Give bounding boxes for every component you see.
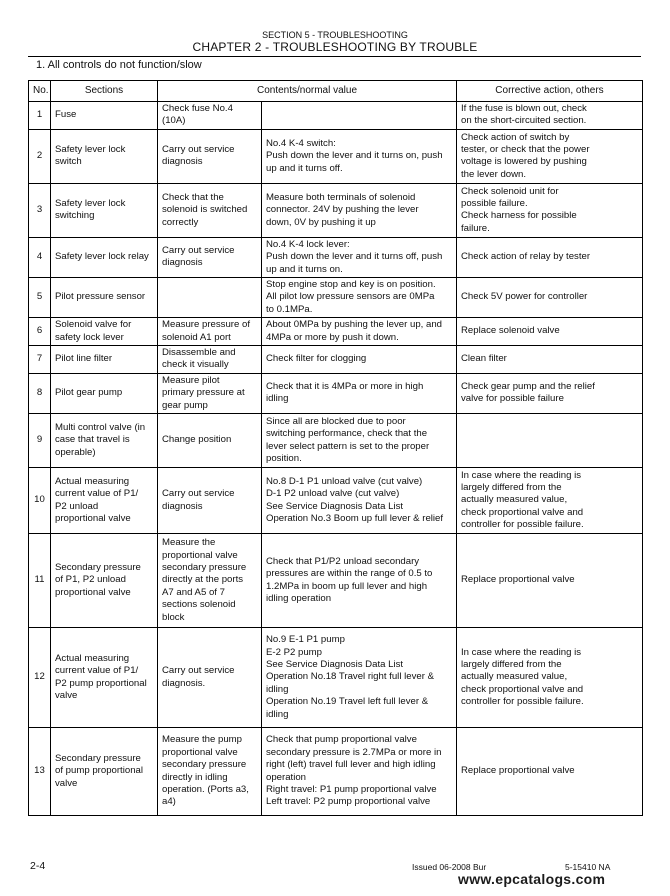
row-number: 13 xyxy=(29,728,51,816)
row-check-method: Change position xyxy=(158,414,262,468)
row-section: Pilot gear pump xyxy=(51,373,158,413)
col-header-no: No. xyxy=(29,81,51,102)
table-row xyxy=(29,728,643,816)
issue-date: Issued 06-2008 Bur xyxy=(412,862,487,872)
row-number: 8 xyxy=(29,373,51,413)
row-contents: Stop engine stop and key is on position. All pilot low pressure sensors are 0MPa to 0.1MPa. xyxy=(262,278,457,318)
table-row xyxy=(29,414,643,468)
table-row xyxy=(29,237,643,277)
row-check-method: Measure the proportional valve secondary pressure directly at the ports A7 and A5 of 7 sections solenoid block xyxy=(158,534,262,628)
troubleshooting-table xyxy=(28,80,643,816)
table-row xyxy=(29,628,643,728)
table-row xyxy=(29,346,643,374)
table-row xyxy=(29,534,643,628)
row-corrective-action: In case where the reading is largely differed from the actually measured value, check proportional valve and controller for possible failure. xyxy=(457,468,643,534)
row-number: 2 xyxy=(29,129,51,183)
row-contents: Check that it is 4MPa or more in high idling xyxy=(262,373,457,413)
row-check-method: Measure pressure of solenoid A1 port xyxy=(158,318,262,346)
row-section: Actual measuring current value of P1/ P2 unload proportional valve xyxy=(51,468,158,534)
section-heading: SECTION 5 - TROUBLESHOOTING xyxy=(262,30,408,40)
row-section: Secondary pressure of pump proportional valve xyxy=(51,728,158,816)
document-code: 5-15410 NA xyxy=(565,862,611,872)
row-check-method xyxy=(158,278,262,318)
row-check-method: Disassemble and check it visually xyxy=(158,346,262,374)
row-corrective-action: If the fuse is blown out, check on the short-circuited section. xyxy=(457,102,643,130)
row-check-method: Check fuse No.4 (10A) xyxy=(158,102,262,130)
row-contents xyxy=(262,102,457,130)
row-contents: About 0MPa by pushing the lever up, and 4MPa or more by push it down. xyxy=(262,318,457,346)
col-header-contents: Contents/normal value xyxy=(158,81,457,102)
row-corrective-action xyxy=(457,414,643,468)
row-corrective-action: Replace solenoid valve xyxy=(457,318,643,346)
row-section: Solenoid valve for safety lock lever xyxy=(51,318,158,346)
row-check-method: Carry out service diagnosis xyxy=(158,468,262,534)
row-check-method: Carry out service diagnosis. xyxy=(158,628,262,728)
row-section: Actual measuring current value of P1/ P2 pump proportional valve xyxy=(51,628,158,728)
col-header-sections: Sections xyxy=(51,81,158,102)
table-row xyxy=(29,373,643,413)
row-number: 12 xyxy=(29,628,51,728)
table-row xyxy=(29,129,643,183)
table-row xyxy=(29,318,643,346)
row-number: 3 xyxy=(29,183,51,237)
website-watermark: www.epcatalogs.com xyxy=(458,871,606,887)
row-contents: No.4 K-4 switch: Push down the lever and it turns on, push up and it turns off. xyxy=(262,129,457,183)
row-number: 9 xyxy=(29,414,51,468)
header-rule xyxy=(28,56,641,57)
row-contents: Measure both terminals of solenoid connector. 24V by pushing the lever down, 0V by pushing it up xyxy=(262,183,457,237)
row-number: 7 xyxy=(29,346,51,374)
row-corrective-action: Check solenoid unit for possible failure. Check harness for possible failure. xyxy=(457,183,643,237)
row-contents: Check filter for clogging xyxy=(262,346,457,374)
table-row xyxy=(29,102,643,130)
row-number: 5 xyxy=(29,278,51,318)
row-section: Safety lever lock switching xyxy=(51,183,158,237)
row-contents: No.9 E-1 P1 pump E-2 P2 pump See Service Diagnosis Data List Operation No.18 Travel right full lever & idling Operation No.19 Travel left full lever & idling xyxy=(262,628,457,728)
row-corrective-action: In case where the reading is largely differed from the actually measured value, check proportional valve and controller for possible failure. xyxy=(457,628,643,728)
row-contents: Check that pump proportional valve secondary pressure is 2.7MPa or more in right (left) travel full lever and high idling operation Right travel: P1 pump proportional valve Left travel: P2 pump proportional valve xyxy=(262,728,457,816)
row-number: 10 xyxy=(29,468,51,534)
row-corrective-action: Replace proportional valve xyxy=(457,728,643,816)
row-section: Safety lever lock switch xyxy=(51,129,158,183)
row-corrective-action: Check gear pump and the relief valve for possible failure xyxy=(457,373,643,413)
page-number: 2-4 xyxy=(30,860,46,872)
row-check-method: Measure pilot primary pressure at gear pump xyxy=(158,373,262,413)
row-section: Multi control valve (in case that travel is operable) xyxy=(51,414,158,468)
row-corrective-action: Check action of relay by tester xyxy=(457,237,643,277)
row-corrective-action: Check 5V power for controller xyxy=(457,278,643,318)
row-number: 11 xyxy=(29,534,51,628)
row-section: Secondary pressure of P1, P2 unload proportional valve xyxy=(51,534,158,628)
chapter-title: CHAPTER 2 - TROUBLESHOOTING BY TROUBLE xyxy=(192,40,478,54)
row-section: Pilot line filter xyxy=(51,346,158,374)
row-section: Safety lever lock relay xyxy=(51,237,158,277)
row-contents: Since all are blocked due to poor switching performance, check that the lever select pattern is set to the proper position. xyxy=(262,414,457,468)
row-corrective-action: Check action of switch by tester, or check that the power voltage is lowered by pushing the lever down. xyxy=(457,129,643,183)
row-corrective-action: Replace proportional valve xyxy=(457,534,643,628)
table-row xyxy=(29,183,643,237)
row-section: Pilot pressure sensor xyxy=(51,278,158,318)
row-corrective-action: Clean filter xyxy=(457,346,643,374)
row-number: 1 xyxy=(29,102,51,130)
col-header-action: Corrective action, others xyxy=(457,81,643,102)
row-check-method: Check that the solenoid is switched correctly xyxy=(158,183,262,237)
row-section: Fuse xyxy=(51,102,158,130)
row-check-method: Carry out service diagnosis xyxy=(158,237,262,277)
row-contents: Check that P1/P2 unload secondary pressures are within the range of 0.5 to 1.2MPa in boom up full lever and high idling operation xyxy=(262,534,457,628)
table-row xyxy=(29,468,643,534)
row-contents: No.4 K-4 lock lever: Push down the lever and it turns off, push up and it turns on. xyxy=(262,237,457,277)
row-number: 6 xyxy=(29,318,51,346)
trouble-title: 1. All controls do not function/slow xyxy=(36,59,202,71)
row-contents: No.8 D-1 P1 unload valve (cut valve) D-1 P2 unload valve (cut valve) See Service Diagnosis Data List Operation No.3 Boom up full lever & relief xyxy=(262,468,457,534)
row-number: 4 xyxy=(29,237,51,277)
table-row xyxy=(29,278,643,318)
table-header-row xyxy=(29,81,643,102)
row-check-method: Measure the pump proportional valve secondary pressure directly in idling operation. (Ports a3, a4) xyxy=(158,728,262,816)
row-check-method: Carry out service diagnosis xyxy=(158,129,262,183)
